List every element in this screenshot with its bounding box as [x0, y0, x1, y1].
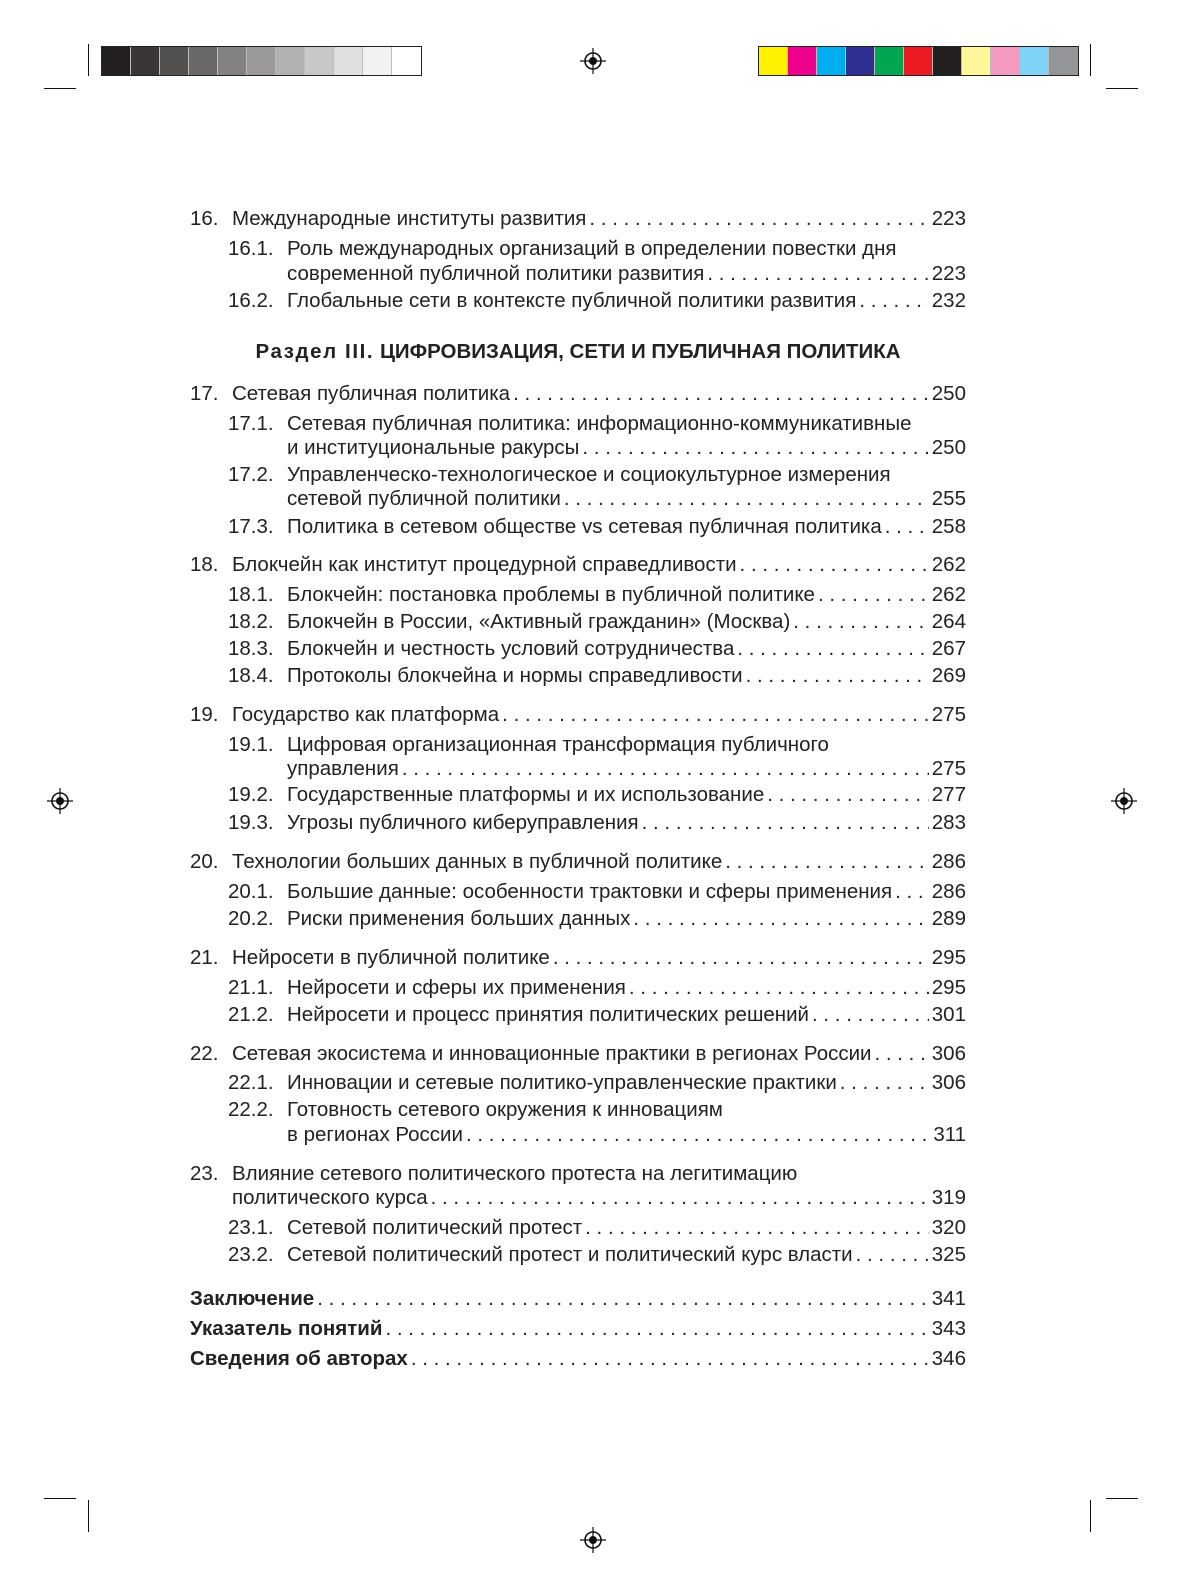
toc-entry-16: 16. Международные институты развития . . . 223: [190, 205, 966, 232]
toc-entry-17-1-cont: и институциональные ракурсы . . . 250: [287, 434, 966, 461]
toc-entry-22-2: 22.2. Готовность сетевого окружения к инновациям: [228, 1098, 723, 1121]
crop-mark: [1090, 1500, 1091, 1532]
toc-entry-22: 22. Сетевая экосистема и инновационные практики в регионах России . . . 306: [190, 1040, 966, 1067]
toc-entry-16-1: 16.1. Роль международных организаций в определении повестки дня: [228, 237, 897, 260]
registration-mark-icon: [1111, 788, 1137, 814]
toc-entry-21-2: 21.2. Нейросети и процесс принятия политических решений . . . 301: [228, 1001, 966, 1028]
color-swatch: [991, 47, 1020, 75]
toc-entry-18-2: 18.2. Блокчейн в России, «Активный гражданин» (Москва) . . . 264: [228, 608, 966, 635]
color-swatch: [160, 47, 189, 75]
toc-entry-22-1: 22.1. Инновации и сетевые политико-управленческие практики . . . 306: [228, 1069, 966, 1096]
toc-entry-22-2-cont: в регионах России . . . 311: [287, 1121, 966, 1148]
toc-entry-index: Указатель понятий . . . 343: [190, 1315, 966, 1342]
toc-entry-16-1-cont: современной публичной политики развития . . . 223: [287, 260, 966, 287]
toc-entry-19-2: 19.2. Государственные платформы и их использование . . . 277: [228, 781, 966, 808]
toc-entry-23-1: 23.1. Сетевой политический протест . . . 320: [228, 1214, 966, 1241]
toc-entry-conclusion: Заключение . . . 341: [190, 1285, 966, 1312]
toc-entry-21: 21. Нейросети в публичной политике . . . 295: [190, 944, 966, 971]
toc-entry-16-2: 16.2. Глобальные сети в контексте публичной политики развития . . . 232: [228, 287, 966, 314]
toc-entry-17-3: 17.3. Политика в сетевом обществе vs сетевая публичная политика . . . 258: [228, 513, 966, 540]
registration-mark-icon: [47, 788, 73, 814]
color-swatch: [102, 47, 131, 75]
section-heading: Раздел III. ЦИФРОВИЗАЦИЯ, СЕТИ И ПУБЛИЧНАЯ ПОЛИТИКА: [255, 340, 901, 363]
toc-entry-23-2: 23.2. Сетевой политический протест и политический курс власти . . . 325: [228, 1241, 966, 1268]
toc-entry-18: 18. Блокчейн как институт процедурной справедливости . . . 262: [190, 551, 966, 578]
toc-entry-21-1: 21.1. Нейросети и сферы их применения . . . 295: [228, 974, 966, 1001]
table-of-contents: [190, 0, 966, 1595]
crop-mark: [44, 88, 76, 89]
toc-entry-23-cont: политического курса . . . 319: [232, 1184, 966, 1211]
toc-entry-19-1-cont: управления . . . 275: [287, 755, 966, 782]
crop-mark: [88, 44, 89, 76]
toc-entry-19-3: 19.3. Угрозы публичного киберуправления . . . 283: [228, 809, 966, 836]
toc-entry-18-3: 18.3. Блокчейн и честность условий сотрудничества . . . 267: [228, 635, 966, 662]
color-swatch: [1020, 47, 1049, 75]
toc-entry-20-2: 20.2. Риски применения больших данных . . . 289: [228, 905, 966, 932]
toc-entry-17-2-cont: сетевой публичной политики . . . 255: [287, 485, 966, 512]
crop-mark: [1106, 88, 1138, 89]
color-swatch: [962, 47, 991, 75]
toc-entry-19-1: 19.1. Цифровая организационная трансформация публичного: [228, 733, 829, 756]
toc-entry-23: 23. Влияние сетевого политического протеста на легитимацию: [190, 1162, 798, 1185]
color-swatch: [1049, 47, 1078, 75]
crop-mark: [1106, 1498, 1138, 1499]
toc-entry-17-1: 17.1. Сетевая публичная политика: информационно-коммуникативные: [228, 412, 912, 435]
toc-entry-19: 19. Государство как платформа . . . 275: [190, 701, 966, 728]
crop-mark: [1090, 44, 1091, 76]
toc-entry-authors: Сведения об авторах . . . 346: [190, 1345, 966, 1372]
toc-entry-18-1: 18.1. Блокчейн: постановка проблемы в публичной политике . . . 262: [228, 581, 966, 608]
toc-entry-20: 20. Технологии больших данных в публичной политике . . . 286: [190, 848, 966, 875]
color-swatch: [131, 47, 160, 75]
toc-entry-18-4: 18.4. Протоколы блокчейна и нормы справедливости . . . 269: [228, 662, 966, 689]
crop-mark: [44, 1498, 76, 1499]
toc-entry-20-1: 20.1. Большие данные: особенности трактовки и сферы применения . . . 286: [228, 878, 966, 905]
toc-entry-17-2: 17.2. Управленческо-технологическое и социокультурное измерения: [228, 463, 891, 486]
crop-mark: [88, 1500, 89, 1532]
toc-entry-17: 17. Сетевая публичная политика . . . 250: [190, 380, 966, 407]
